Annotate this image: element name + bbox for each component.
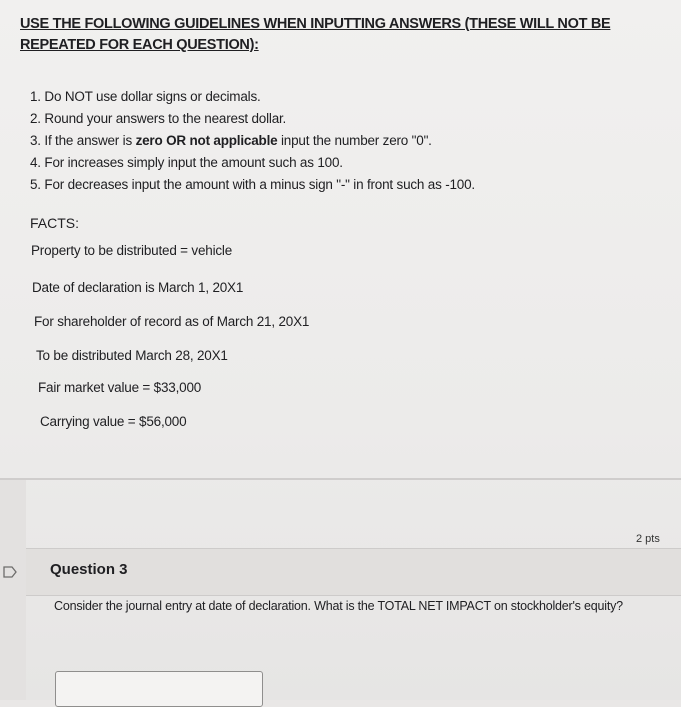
guidelines-list — [30, 86, 475, 196]
fact-line: To be distributed March 28, 20X1 — [36, 348, 228, 363]
fact-line: Carrying value = $56,000 — [40, 414, 187, 429]
question-title: Question 3 — [50, 561, 128, 578]
answer-input[interactable] — [55, 671, 263, 707]
guideline-item: 3. If the answer is zero OR not applicable input the number zero "0". — [30, 133, 432, 148]
section-divider — [0, 478, 681, 480]
fact-line: Property to be distributed = vehicle — [31, 243, 233, 258]
question-header — [26, 548, 681, 596]
question-text: Consider the journal entry at date of declaration. What is the TOTAL NET IMPACT on stockholder's equity? — [54, 599, 623, 613]
guideline-item: 5. For decreases input the amount with a minus sign "-" in front such as -100. — [30, 177, 475, 192]
left-margin — [0, 480, 26, 700]
facts-title: FACTS: — [30, 215, 80, 231]
fact-line: Date of declaration is March 1, 20X1 — [32, 280, 244, 295]
guideline-item: 4. For increases simply input the amount such as 100. — [30, 155, 343, 170]
flag-icon[interactable] — [3, 566, 17, 578]
guidelines-heading: USE THE FOLLOWING GUIDELINES WHEN INPUTTING ANSWERS (THESE WILL NOT BE REPEATED FOR EACH QUESTION): — [20, 16, 611, 53]
fact-line: Fair market value = $33,000 — [38, 380, 202, 395]
fact-line: For shareholder of record as of March 21, 20X1 — [34, 314, 310, 329]
guideline-item: 1. Do NOT use dollar signs or decimals. — [30, 89, 261, 104]
guideline-item: 2. Round your answers to the nearest dollar. — [30, 111, 287, 126]
points-label: 2 pts — [636, 533, 660, 545]
